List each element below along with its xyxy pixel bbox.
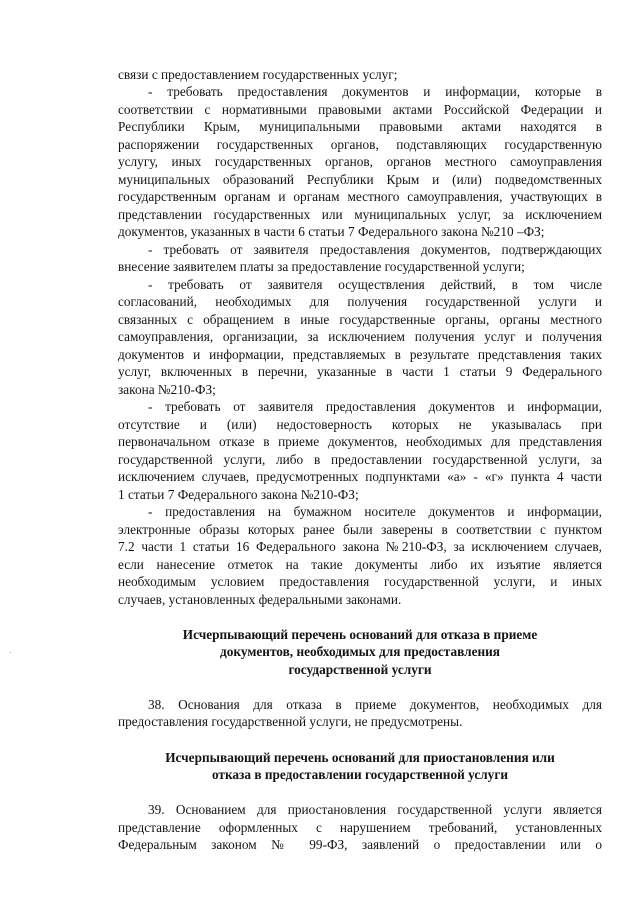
text-line: Республики Крым, муниципальными правовыми актами находятся в	[118, 119, 602, 134]
text-line: муниципальных образований Республики Крым и (или) подведомственных	[118, 172, 602, 187]
text-line: необходимым условием предоставления государственной услуги, и иных	[118, 574, 602, 589]
text-line: закона №210-ФЗ;	[118, 382, 216, 397]
paragraph-39-line: представление оформленных с нарушением требований, установленных	[118, 820, 602, 835]
text-line: документов, указанных в части 6 статьи 7 Федерального закона №210 –ФЗ;	[118, 224, 545, 239]
text-line: государственной услуги, либо в предоставлении государственной услуги, за	[118, 452, 602, 467]
heading-line: Исчерпывающий перечень оснований для приостановления или	[165, 750, 555, 765]
text-line: - требовать от заявителя предоставления документов, подтверждающих	[148, 242, 602, 257]
paragraph-38-line: 38. Основания для отказа в приеме документов, необходимых для	[148, 697, 602, 712]
text-line: - предоставления на бумажном носителе документов и информации,	[148, 504, 602, 519]
paragraph-39-line: 39. Основанием для приостановления государственной услуги является	[148, 802, 602, 817]
text-line: исключением случаев, предусмотренных подпунктами «а» - «г» пункта 4 части	[118, 469, 602, 484]
text-line: документов и информации, представляемых в результате представления таких	[118, 347, 602, 362]
text-line: внесение заявителем платы за предоставление государственной услуги;	[118, 259, 525, 274]
paragraph-38-line: предоставления государственной услуги, не предусмотрены.	[118, 714, 463, 729]
scan-speck	[10, 652, 11, 653]
text-line: первоначальном отказе в приеме документов, необходимых для представления	[118, 434, 602, 449]
text-line: самоуправления, организации, за исключением получения услуг и получения	[118, 329, 602, 344]
paragraph-39-line: Федеральным законом № 99-ФЗ, заявлений о предоставлении или о	[118, 837, 602, 852]
text-line: связанных с обращением в иные государственные органы, органы местного	[118, 312, 602, 327]
text-line: связи с предоставлением государственных услуг;	[118, 67, 398, 82]
heading-line: Исчерпывающий перечень оснований для отказа в приеме	[182, 627, 538, 642]
heading-line: документов, необходимых для предоставления	[220, 644, 500, 659]
heading-line: отказа в предоставлении государственной услуги	[211, 767, 509, 782]
text-line: представлении государственных или муниципальных услуг, за исключением	[118, 207, 602, 222]
text-line: отсутствие и (или) недостоверность которых не указывалась при	[118, 417, 602, 432]
text-line: государственным органам и органам местного самоуправления, участвующих в	[118, 189, 602, 204]
text-line: услугу, иных государственных органов, органов местного самоуправления	[118, 154, 602, 169]
text-line: 7.2 части 1 статьи 16 Федерального закона №210-ФЗ, за исключением случаев,	[118, 539, 602, 554]
text-line: случаев, установленных федеральными законами.	[118, 592, 402, 607]
text-line: согласований, необходимых для получения государственной услуги и	[118, 294, 602, 309]
text-line: соответствии с нормативными правовыми актами Российской Федерации и	[118, 102, 602, 117]
text-line: 1 статьи 7 Федерального закона №210-ФЗ;	[118, 487, 359, 502]
heading-line: государственной услуги	[288, 662, 432, 677]
text-line: электронные образы которых ранее были заверены в соответствии с пунктом	[118, 522, 602, 537]
text-line: - требовать предоставления документов и информации, которые в	[148, 84, 602, 99]
text-line: если нанесение отметок на такие документы либо их изъятие является	[118, 557, 602, 572]
text-line: - требовать от заявителя осуществления действий, в том числе	[148, 277, 602, 292]
text-line: распоряжении государственных органов, подставляющих государственную	[118, 137, 602, 152]
text-line: услуг, включенных в перечни, указанные в части 1 статьи 9 Федерального	[118, 364, 602, 379]
text-line: - требовать от заявителя предоставления документов и информации,	[148, 399, 602, 414]
